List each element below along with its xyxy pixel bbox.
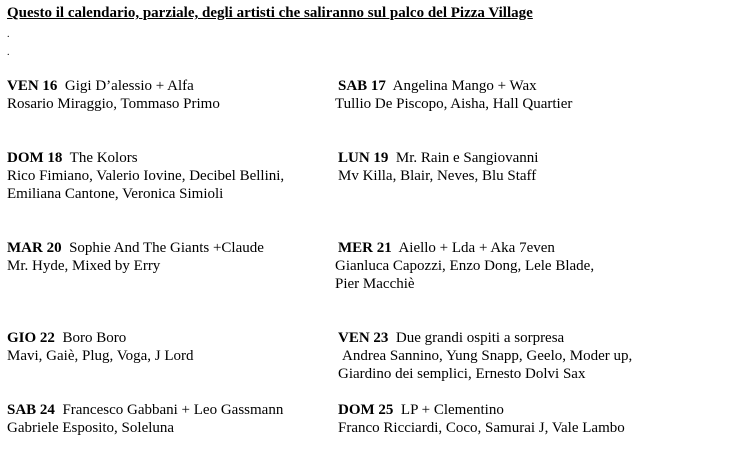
day-label: LUN 19 xyxy=(338,150,389,166)
support-acts: Gianluca Capozzi, Enzo Dong, Lele Blade, xyxy=(335,258,595,274)
support-acts: Giardino dei semplici, Ernesto Dolvi Sax xyxy=(338,366,586,382)
dot-marker: . xyxy=(7,47,10,58)
support-acts: Mr. Hyde, Mixed by Erry xyxy=(7,258,161,274)
schedule-entry-dom-18 xyxy=(7,149,284,203)
headliner: Boro Boro xyxy=(62,330,127,346)
headliner: Mr. Rain e Sangiovanni xyxy=(395,150,539,166)
day-label: SAB 17 xyxy=(338,78,386,94)
schedule-entry-gio-22 xyxy=(7,329,194,365)
support-acts: Franco Ricciardi, Coco, Samurai J, Vale Lambo xyxy=(338,420,625,436)
page-title: Questo il calendario, parziale, degli artisti che saliranno sul palco del Pizza Village xyxy=(7,5,533,21)
day-label: GIO 22 xyxy=(7,330,55,346)
headliner: Gigi D’alessio + Alfa xyxy=(64,78,194,94)
schedule-entry-sab-17 xyxy=(335,77,573,113)
support-acts: Emiliana Cantone, Veronica Simioli xyxy=(7,186,224,202)
day-label: MAR 20 xyxy=(7,240,62,256)
day-label: VEN 16 xyxy=(7,78,58,94)
support-acts: Rosario Miraggio, Tommaso Primo xyxy=(7,96,220,112)
support-acts: Gabriele Esposito, Soleluna xyxy=(7,420,175,436)
schedule-entry-mer-21 xyxy=(335,239,595,293)
dot-marker: . xyxy=(7,29,10,40)
schedule-entry-sab-24 xyxy=(7,401,283,437)
headliner: LP + Clementino xyxy=(400,402,504,418)
support-acts: Mv Killa, Blair, Neves, Blu Staff xyxy=(338,168,537,184)
headliner: Aiello + Lda + Aka 7even xyxy=(398,240,555,256)
support-acts: Pier Macchiè xyxy=(335,276,415,292)
schedule-entry-dom-25 xyxy=(338,401,625,437)
day-label: DOM 18 xyxy=(7,150,63,166)
support-acts: Andrea Sannino, Yung Snapp, Geelo, Moder up, xyxy=(342,348,633,364)
headliner: The Kolors xyxy=(69,150,138,166)
support-acts: Mavi, Gaiè, Plug, Voga, J Lord xyxy=(7,348,194,364)
headliner: Angelina Mango + Wax xyxy=(392,78,537,94)
support-acts: Tullio De Piscopo, Aisha, Hall Quartier xyxy=(335,96,573,112)
schedule-entry-mar-20 xyxy=(7,239,264,275)
headliner: Sophie And The Giants +Claude xyxy=(69,240,264,256)
day-label: VEN 23 xyxy=(338,330,389,346)
headliner: Francesco Gabbani + Leo Gassmann xyxy=(62,402,284,418)
headliner: Due grandi ospiti a sorpresa xyxy=(395,330,565,346)
schedule-entry-ven-16 xyxy=(7,77,220,113)
day-label: MER 21 xyxy=(338,240,392,256)
support-acts: Rico Fimiano, Valerio Iovine, Decibel Bellini, xyxy=(7,168,285,184)
day-label: DOM 25 xyxy=(338,402,394,418)
schedule-entry-ven-23 xyxy=(338,329,632,383)
schedule-entry-lun-19 xyxy=(338,149,538,185)
day-label: SAB 24 xyxy=(7,402,55,418)
